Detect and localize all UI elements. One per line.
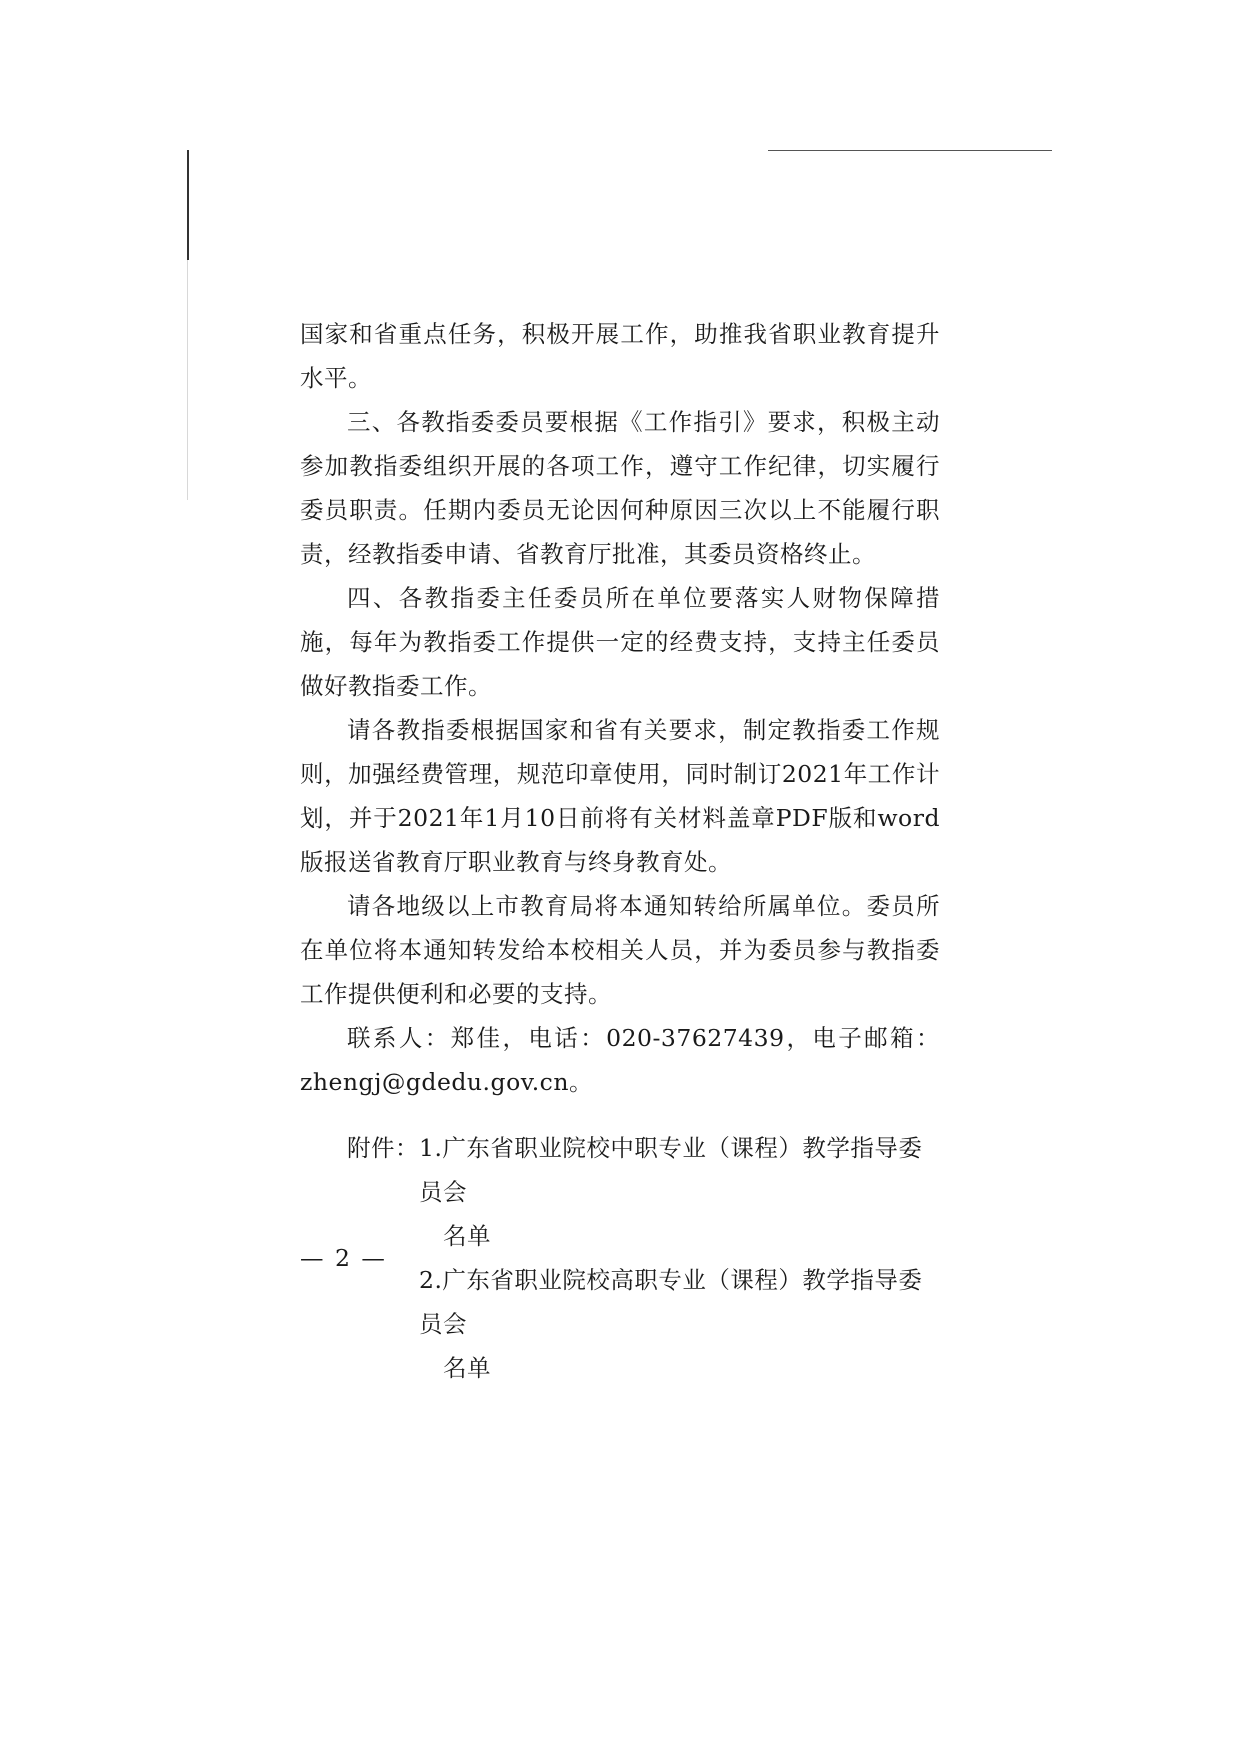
attachments-label: 附件： — [347, 1134, 419, 1162]
paragraph-continuation: 国家和省重点任务，积极开展工作，助推我省职业教育提升水平。 — [300, 320, 940, 392]
paragraph-work-plan: 请各教指委根据国家和省有关要求，制定教指委工作规则，加强经费管理，规范印章使用，同时制订2021年工作计划，并于2021年1月10日前将有关材料盖章PDF版和word版报送省教育厅职业教育与终身教育处。 — [300, 716, 940, 876]
document-body — [300, 312, 940, 1390]
attachments-list — [419, 1126, 940, 1390]
attachment-item-1: 1.广东省职业院校中职专业（课程）教学指导委员会 — [419, 1134, 923, 1206]
attachment-item-1-cont: 名单 — [443, 1222, 491, 1250]
attachment-item-2: 2.广东省职业院校高职专业（课程）教学指导委员会 — [419, 1266, 923, 1338]
attachments-block — [300, 1126, 940, 1390]
attachments-row — [347, 1126, 940, 1390]
paragraph-forwarding: 请各地级以上市教育局将本通知转给所属单位。委员所在单位将本通知转发给本校相关人员，并为委员参与教指委工作提供便利和必要的支持。 — [300, 892, 940, 1008]
attachment-item-2-cont: 名单 — [443, 1354, 491, 1382]
scan-top-line — [768, 150, 1052, 151]
page-number: — 2 — — [300, 1244, 387, 1272]
scan-border-line — [187, 150, 189, 260]
paragraph-item-three: 三、各教指委委员要根据《工作指引》要求，积极主动参加教指委组织开展的各项工作，遵守工作纪律，切实履行委员职责。任期内委员无论因何种原因三次以上不能履行职责，经教指委申请、省教育厅批准，其委员资格终止。 — [300, 408, 940, 568]
scan-border-faint-line — [187, 260, 188, 500]
paragraph-contact: 联系人：郑佳，电话：020-37627439，电子邮箱：zhengj@gdedu.gov.cn。 — [300, 1024, 940, 1096]
paragraph-item-four: 四、各教指委主任委员所在单位要落实人财物保障措施，每年为教指委工作提供一定的经费支持，支持主任委员做好教指委工作。 — [300, 584, 940, 700]
spacer — [300, 1104, 940, 1126]
